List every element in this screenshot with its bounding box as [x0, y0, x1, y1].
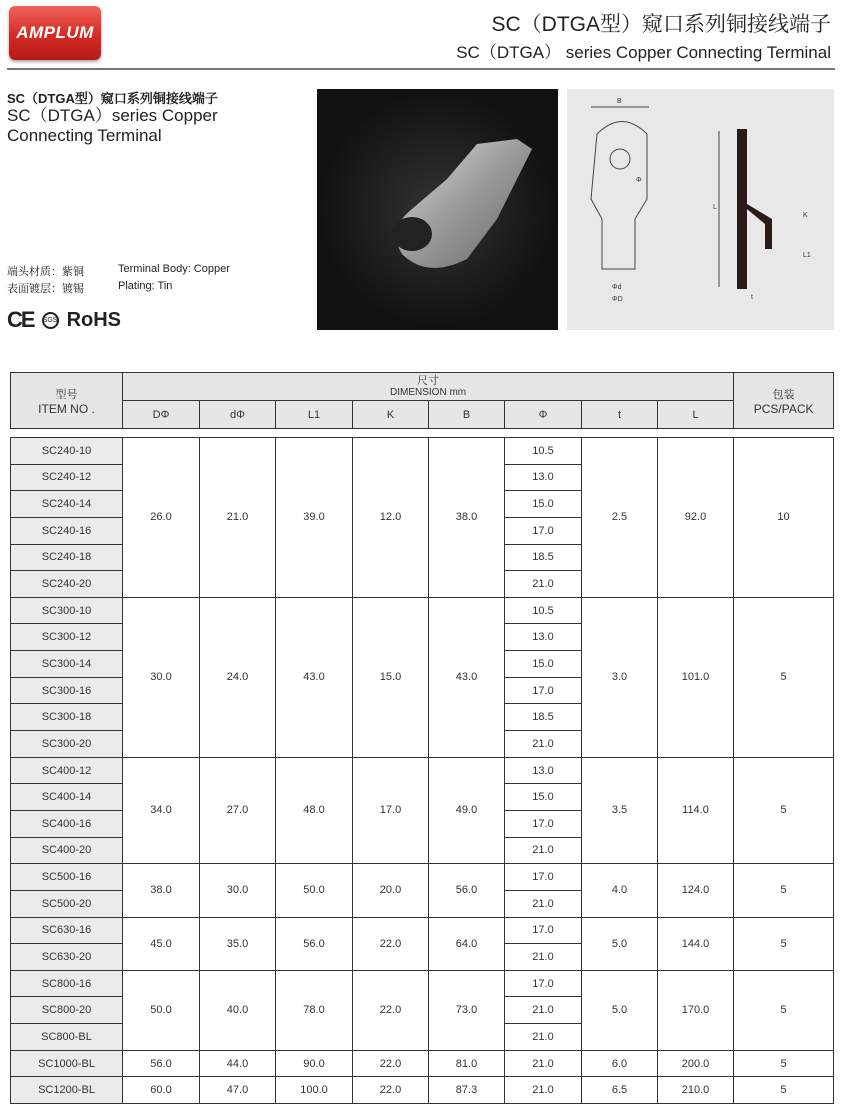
cell-D: 38.0 — [123, 864, 200, 917]
page-title-cn: SC（DTGA型）窥口系列铜接线端子 — [491, 13, 831, 36]
cell-D: 50.0 — [123, 970, 200, 1050]
cell-t: 5.0 — [582, 970, 658, 1050]
cell-phi: 21.0 — [505, 731, 582, 758]
spec-table — [10, 437, 834, 1104]
header-col: B — [429, 401, 505, 429]
item-no-cell: SC800-16 — [11, 970, 123, 997]
label-L1: L1 — [803, 252, 811, 259]
cell-pack: 5 — [734, 864, 834, 917]
cell-L1: 78.0 — [276, 970, 353, 1050]
cell-L: 92.0 — [658, 438, 734, 598]
cell-B: 56.0 — [429, 864, 505, 917]
cell-L: 101.0 — [658, 597, 734, 757]
header-col: Φ — [505, 401, 582, 429]
header-col: t — [582, 401, 658, 429]
cell-phi: 13.0 — [505, 624, 582, 651]
item-no-cell: SC500-16 — [11, 864, 123, 891]
cell-phi: 17.0 — [505, 864, 582, 891]
product-title-en: SC（DTGA）series Copper Connecting Terminal — [7, 106, 218, 145]
cell-phi: 21.0 — [505, 571, 582, 598]
cell-L1: 48.0 — [276, 757, 353, 864]
cell-phi: 21.0 — [505, 944, 582, 971]
cell-L1: 56.0 — [276, 917, 353, 970]
cell-phi: 17.0 — [505, 517, 582, 544]
cell-phi: 15.0 — [505, 651, 582, 678]
cell-D: 34.0 — [123, 757, 200, 864]
cell-L: 124.0 — [658, 864, 734, 917]
cell-L: 114.0 — [658, 757, 734, 864]
cell-phi: 21.0 — [505, 837, 582, 864]
cell-K: 20.0 — [353, 864, 429, 917]
cell-L1: 90.0 — [276, 1050, 353, 1077]
label-d: Φd — [612, 284, 622, 291]
cell-d: 35.0 — [200, 917, 276, 970]
ce-mark: CE — [7, 307, 34, 332]
cell-K: 12.0 — [353, 438, 429, 598]
item-no-cell: SC630-20 — [11, 944, 123, 971]
dimension-diagram — [567, 89, 834, 330]
cell-pack: 5 — [734, 970, 834, 1050]
cell-phi: 10.5 — [505, 597, 582, 624]
cell-L1: 43.0 — [276, 597, 353, 757]
spec-label-cn: 表面镀层：镀锡 — [7, 283, 84, 295]
cell-K: 22.0 — [353, 1050, 429, 1077]
label-b: B — [617, 98, 622, 105]
cell-L1: 39.0 — [276, 438, 353, 598]
item-no-cell: SC240-14 — [11, 491, 123, 518]
cell-D: 45.0 — [123, 917, 200, 970]
label-L: L — [713, 204, 717, 211]
table-row — [11, 757, 834, 784]
header-divider — [7, 68, 835, 70]
cell-phi: 10.5 — [505, 438, 582, 465]
header-item: 型号 ITEM NO . — [11, 373, 123, 429]
header-col: L1 — [276, 401, 353, 429]
label-K: K — [803, 212, 808, 219]
table-row — [11, 1077, 834, 1104]
cell-d: 27.0 — [200, 757, 276, 864]
spec-label-en: Plating: Tin — [118, 280, 173, 292]
cell-B: 81.0 — [429, 1050, 505, 1077]
table-row — [11, 597, 834, 624]
cell-t: 2.5 — [582, 438, 658, 598]
certifications — [7, 307, 121, 333]
cell-B: 49.0 — [429, 757, 505, 864]
cell-B: 73.0 — [429, 970, 505, 1050]
cell-phi: 13.0 — [505, 757, 582, 784]
cell-phi: 13.0 — [505, 464, 582, 491]
item-no-cell: SC240-18 — [11, 544, 123, 571]
label-D: ΦD — [612, 296, 623, 303]
spec-label-cn: 端头材质：紫铜 — [7, 266, 84, 278]
cell-t: 5.0 — [582, 917, 658, 970]
cell-d: 47.0 — [200, 1077, 276, 1104]
cell-d: 24.0 — [200, 597, 276, 757]
spec-material — [7, 263, 230, 279]
item-no-cell: SC800-20 — [11, 997, 123, 1024]
item-no-cell: SC400-12 — [11, 757, 123, 784]
cell-phi: 15.0 — [505, 491, 582, 518]
table-row — [11, 970, 834, 997]
cell-D: 26.0 — [123, 438, 200, 598]
item-no-cell: SC240-20 — [11, 571, 123, 598]
item-no-cell: SC400-20 — [11, 837, 123, 864]
cell-d: 30.0 — [200, 864, 276, 917]
cell-B: 43.0 — [429, 597, 505, 757]
header-col: DΦ — [123, 401, 200, 429]
cell-pack: 5 — [734, 1050, 834, 1077]
cell-d: 21.0 — [200, 438, 276, 598]
cell-phi: 18.5 — [505, 544, 582, 571]
cell-pack: 5 — [734, 757, 834, 864]
item-no-cell: SC500-20 — [11, 890, 123, 917]
product-photo — [317, 89, 558, 330]
cell-L1: 100.0 — [276, 1077, 353, 1104]
cell-phi: 17.0 — [505, 677, 582, 704]
cell-D: 60.0 — [123, 1077, 200, 1104]
amplum-logo: AMPLUM — [9, 6, 101, 60]
cell-phi: 17.0 — [505, 970, 582, 997]
item-no-cell: SC400-14 — [11, 784, 123, 811]
sgs-mark: SGS — [42, 312, 59, 329]
cell-pack: 10 — [734, 438, 834, 598]
cell-B: 64.0 — [429, 917, 505, 970]
cell-L1: 50.0 — [276, 864, 353, 917]
cell-K: 22.0 — [353, 1077, 429, 1104]
cell-L: 210.0 — [658, 1077, 734, 1104]
item-no-cell: SC240-16 — [11, 517, 123, 544]
cell-t: 6.5 — [582, 1077, 658, 1104]
cell-K: 15.0 — [353, 597, 429, 757]
item-no-cell: SC1200-BL — [11, 1077, 123, 1104]
spec-plating — [7, 280, 173, 296]
label-t: t — [751, 294, 753, 301]
table-row — [11, 917, 834, 944]
table-row — [11, 864, 834, 891]
product-title-cn: SC（DTGA型）窥口系列铜接线端子 — [7, 91, 218, 106]
item-no-cell: SC300-14 — [11, 651, 123, 678]
header-dimension: 尺寸 DIMENSION mm — [123, 373, 734, 401]
header-pack: 包装 PCS/PACK — [734, 373, 834, 429]
page-title-en: SC（DTGA） series Copper Connecting Terminal — [456, 43, 831, 62]
item-no-cell: SC300-10 — [11, 597, 123, 624]
cell-phi: 21.0 — [505, 1050, 582, 1077]
item-no-cell: SC1000-BL — [11, 1050, 123, 1077]
cell-D: 56.0 — [123, 1050, 200, 1077]
rohs-mark: RoHS — [66, 308, 122, 331]
table-row — [11, 1050, 834, 1077]
item-no-cell: SC300-16 — [11, 677, 123, 704]
cell-L: 144.0 — [658, 917, 734, 970]
item-no-cell: SC400-16 — [11, 810, 123, 837]
item-no-cell: SC240-12 — [11, 464, 123, 491]
cell-phi: 21.0 — [505, 890, 582, 917]
cell-t: 3.0 — [582, 597, 658, 757]
item-no-cell: SC800-BL — [11, 1024, 123, 1051]
spec-label-en: Terminal Body: Copper — [118, 263, 230, 275]
cell-phi: 21.0 — [505, 1024, 582, 1051]
cell-d: 44.0 — [200, 1050, 276, 1077]
cell-pack: 5 — [734, 597, 834, 757]
item-no-cell: SC300-18 — [11, 704, 123, 731]
item-no-cell: SC240-10 — [11, 438, 123, 465]
cell-t: 6.0 — [582, 1050, 658, 1077]
cell-L: 170.0 — [658, 970, 734, 1050]
cell-phi: 21.0 — [505, 997, 582, 1024]
cell-d: 40.0 — [200, 970, 276, 1050]
cell-t: 3.5 — [582, 757, 658, 864]
cell-phi: 18.5 — [505, 704, 582, 731]
cell-phi: 17.0 — [505, 917, 582, 944]
cell-B: 38.0 — [429, 438, 505, 598]
table-header — [10, 372, 834, 429]
cell-K: 22.0 — [353, 917, 429, 970]
label-phi: Φ — [636, 177, 642, 184]
cell-phi: 21.0 — [505, 1077, 582, 1104]
cell-phi: 17.0 — [505, 810, 582, 837]
header-col: L — [658, 401, 734, 429]
item-no-cell: SC300-12 — [11, 624, 123, 651]
cell-pack: 5 — [734, 917, 834, 970]
cell-B: 87.3 — [429, 1077, 505, 1104]
item-no-cell: SC630-16 — [11, 917, 123, 944]
cell-L: 200.0 — [658, 1050, 734, 1077]
cell-pack: 5 — [734, 1077, 834, 1104]
header-col: K — [353, 401, 429, 429]
cell-t: 4.0 — [582, 864, 658, 917]
cell-D: 30.0 — [123, 597, 200, 757]
item-no-cell: SC300-20 — [11, 731, 123, 758]
cell-K: 17.0 — [353, 757, 429, 864]
cell-K: 22.0 — [353, 970, 429, 1050]
table-row — [11, 438, 834, 465]
cell-phi: 15.0 — [505, 784, 582, 811]
header-col: dΦ — [200, 401, 276, 429]
